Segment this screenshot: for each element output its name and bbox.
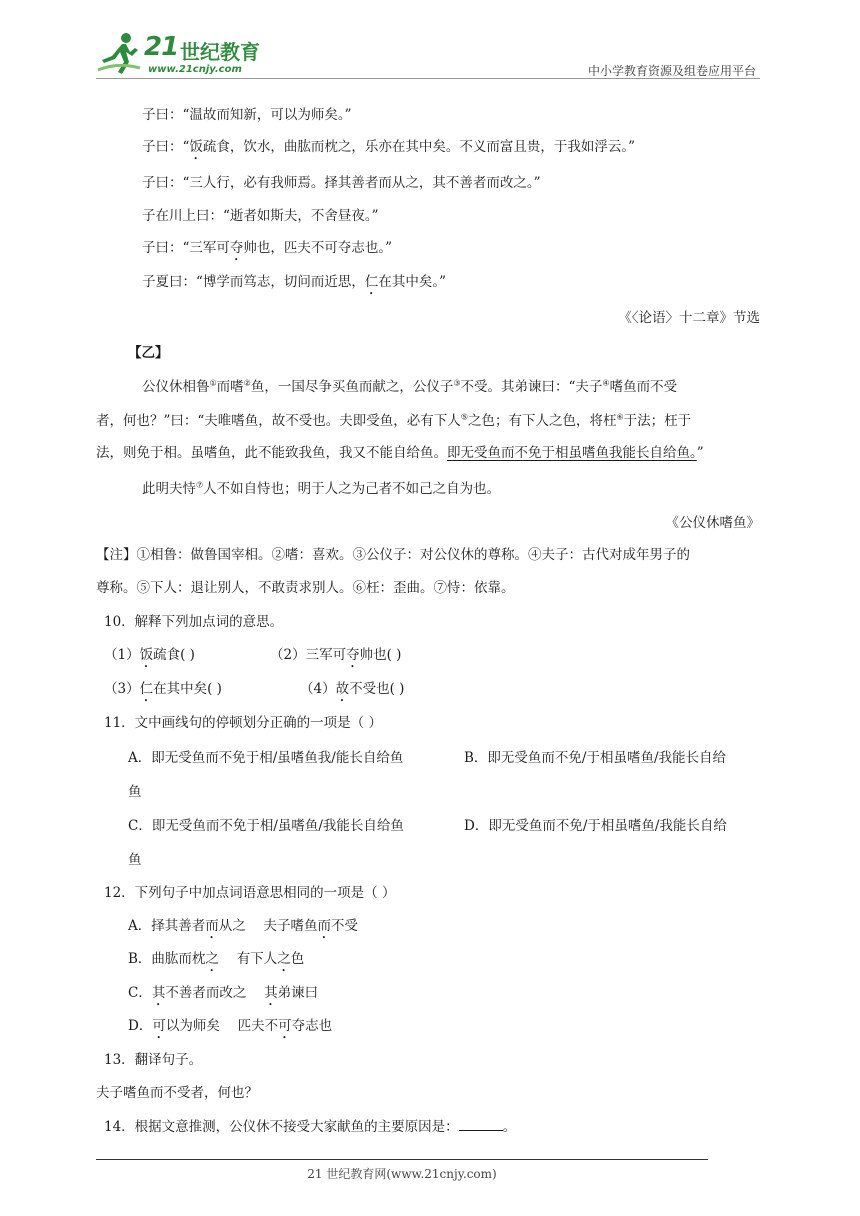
q10-item-1: （1）饭疏食( ) (104, 647, 195, 663)
page-footer: 21 世纪教育网(www.21cnjy.com) (307, 1167, 497, 1181)
q10-item-3: （3）仁在其中矣( ) (104, 681, 222, 697)
passage-jia-line-3: 子曰：“三人行，必有我师焉。择其善者而从之，其不善者而改之。” (142, 175, 541, 191)
q12-option-a[interactable]: A．择其善者而从之 夫子嗜鱼而不受 (128, 918, 359, 934)
footer-divider (96, 1159, 708, 1160)
passage-jia-line-6: 子夏曰：“博学而笃志，切问而近思，仁在其中矣。” (142, 274, 447, 290)
passage-yi-line-4: 此明夫恃⑦人不如自恃也；明于人之为己者不如己之自为也。 (142, 480, 501, 497)
logo-number: 21 (144, 32, 179, 62)
q10-item-2: （2）三军可夺帅也( ) (270, 647, 402, 663)
answer-blank[interactable] (459, 1118, 503, 1131)
q11-option-a[interactable]: A．即无受鱼而不免于相/虽嗜鱼我/能长自给鱼 (128, 750, 404, 766)
q10-item-4: （4）故不受也( ) (300, 681, 405, 697)
q12-stem: 12．下列句子中加点词语意思相同的一项是（ ） (104, 885, 396, 901)
passage-yi-line-2: 者，何也？”曰：“夫唯嗜鱼，故不受也。夫即受鱼，必有下人⑤之色；有下人之色，将枉⑥于法；枉于 (96, 412, 692, 429)
site-logo[interactable] (96, 30, 266, 78)
q11-option-d[interactable]: D．即无受鱼而不免/于相虽嗜鱼/我能长自给 (464, 818, 727, 834)
logo-name: 世纪教育 (180, 40, 260, 64)
passage-jia-source: 《〈论语〉十二章》节选 (618, 310, 760, 326)
notes-line-1: 【注】①相鲁：做鲁国宰相。②嗜：喜欢。③公仪子：对公仪休的尊称。④夫子：古代对成年男子的 (96, 547, 690, 563)
passage-jia-line-5: 子曰：“三军可夺帅也，匹夫不可夺志也。” (142, 240, 393, 256)
underlined-sentence: 即无受鱼而不免于相虽嗜鱼我能长自给鱼。 (447, 445, 697, 461)
passage-yi-source: 《公仪休嗜鱼》 (665, 515, 760, 531)
passage-yi-line-3: 法，则免于相。虽嗜鱼，此不能致我鱼，我又不能自给鱼。即无受鱼而不免于相虽嗜鱼我能长自给鱼。” (96, 445, 704, 461)
header-divider (96, 78, 760, 79)
q10-stem: 10．解释下列加点词的意思。 (104, 614, 284, 630)
passage-yi-line-1: 公仪休相鲁①而嗜②鱼，一国尽争买鱼而献之，公仪子③不受。其弟谏曰：“夫子④嗜鱼而不受 (142, 378, 678, 395)
passage-jia-line-4: 子在川上曰：“逝者如斯夫，不舍昼夜。” (142, 208, 379, 224)
dotted-char: 夺 (229, 240, 244, 256)
runner-logo-icon (96, 30, 142, 76)
q11-option-c[interactable]: C．即无受鱼而不免于相/虽嗜鱼/我能长自给鱼 (128, 818, 404, 834)
q14-stem: 14．根据文意推测，公仪休不接受大家献鱼的主要原因是： 。 (104, 1119, 517, 1135)
q13-sentence: 夫子嗜鱼而不受者，何也？ (96, 1085, 258, 1101)
q12-option-b[interactable]: B．曲肱而枕之 有下人之色 (128, 951, 305, 967)
q11-stem: 11．文中画线句的停顿划分正确的一项是（ ） (104, 715, 382, 731)
q11-option-b-cont: 鱼 (128, 784, 142, 800)
dotted-char: 饭 (189, 139, 203, 155)
logo-url: www.21cnjy.com (148, 64, 242, 75)
q13-stem: 13．翻译句子。 (104, 1052, 203, 1068)
passage-jia-line-1: 子曰：“温故而知新，可以为师矣。” (142, 107, 352, 123)
notes-line-2: 尊称。⑤下人：退让别人，不敢责求别人。⑥枉：歪曲。⑦恃：依靠。 (96, 580, 515, 596)
dotted-char: 仁 (364, 274, 379, 290)
q11-option-d-cont: 鱼 (128, 852, 142, 868)
passage-jia-line-2: 子曰：“饭疏食，饮水，曲肱而枕之，乐亦在其中矣。不义而富且贵，于我如浮云。” (142, 139, 636, 155)
passage-yi-label: 【乙】 (128, 345, 169, 361)
page-header (96, 28, 760, 80)
q11-option-b[interactable]: B．即无受鱼而不免/于相虽嗜鱼/我能长自给 (464, 750, 727, 766)
q12-option-d[interactable]: D．可以为师矣 匹夫不可夺志也 (128, 1018, 333, 1034)
q12-option-c[interactable]: C．其不善者而改之 其弟谏曰 (128, 985, 319, 1001)
platform-tagline: 中小学教育资源及组卷应用平台 (587, 64, 756, 78)
